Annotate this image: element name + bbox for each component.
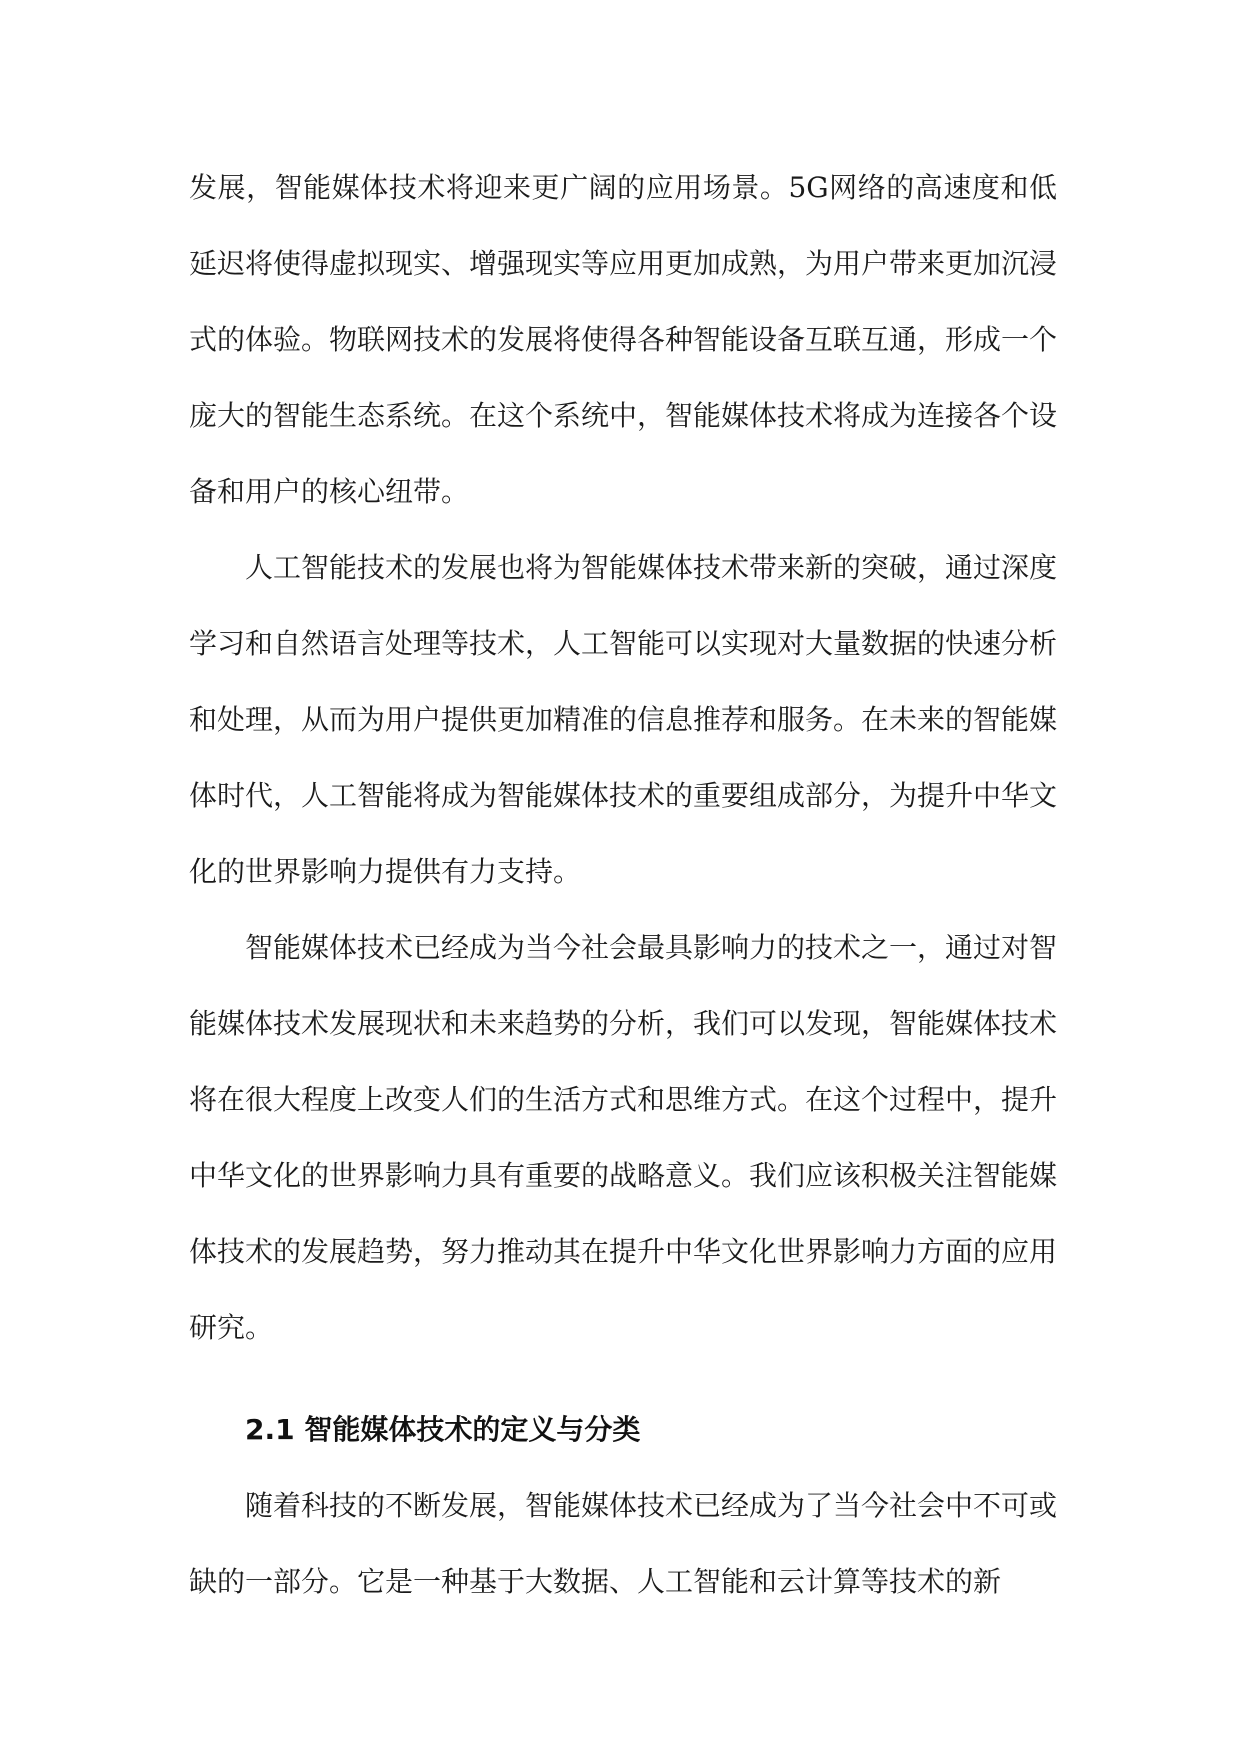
page-body	[189, 150, 1057, 1620]
section-heading: 2.1 智能媒体技术的定义与分类	[245, 1413, 641, 1446]
paragraph-continuation: 发展，智能媒体技术将迎来更广阔的应用场景。5G网络的高速度和低延迟将使得虚拟现实、增强现实等应用更加成熟，为用户带来更加沉浸式的体验。物联网技术的发展将使得各种智能设备互联互通，形成一个庞大的智能生态系统。在这个系统中，智能媒体技术将成为连接各个设备和用户的核心纽带。	[189, 171, 1058, 508]
section-spacer	[189, 1366, 1057, 1392]
paragraph-summary: 智能媒体技术已经成为当今社会最具影响力的技术之一，通过对智能媒体技术发展现状和未来趋势的分析，我们可以发现，智能媒体技术将在很大程度上改变人们的生活方式和思维方式。在这个过程中，提升中华文化的世界影响力具有重要的战略意义。我们应该积极关注智能媒体技术的发展趋势，努力推动其在提升中华文化世界影响力方面的应用研究。	[189, 931, 1058, 1344]
paragraph-definition-intro: 随着科技的不断发展，智能媒体技术已经成为了当今社会中不可或缺的一部分。它是一种基于大数据、人工智能和云计算等技术的新	[189, 1489, 1058, 1598]
paragraph-ai-development: 人工智能技术的发展也将为智能媒体技术带来新的突破，通过深度学习和自然语言处理等技术，人工智能可以实现对大量数据的快速分析和处理，从而为用户提供更加精准的信息推荐和服务。在未来的智能媒体时代，人工智能将成为智能媒体技术的重要组成部分，为提升中华文化的世界影响力提供有力支持。	[189, 551, 1058, 888]
